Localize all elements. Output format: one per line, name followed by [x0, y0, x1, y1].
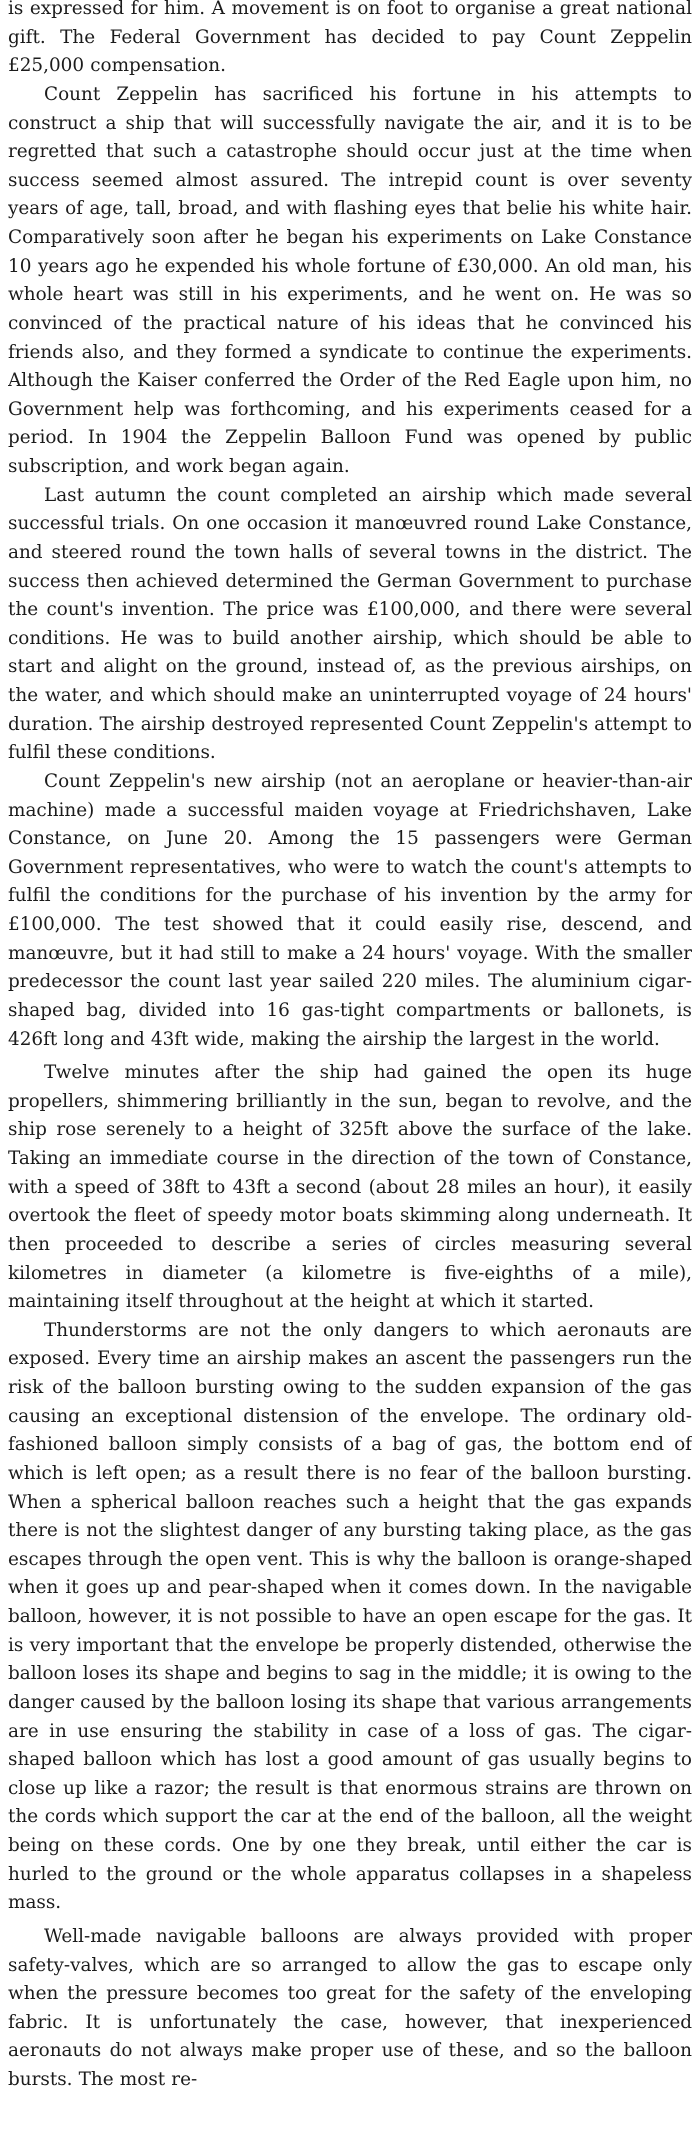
paragraph-2: Count Zeppelin has sacrificed his fortune in his attempts to construct a ship that will successfully navigate the air, and it is to be regretted that such a catastrophe should occur just at the time when success seemed almost assured. The intrepid count is over seventy years of age, tall, broad, and with flashing eyes that belie his white hair. Comparatively soon after he began his experiments on Lake Constance 10 years ago he expended his whole fortune of £30,000. An old man, his whole heart was still in his experiments, and he went on. He was so convinced of the practical nature of his ideas that he convinced his friends also, and they formed a syndicate to continue the experiments. Although the Kaiser conferred the Order of the Red Eagle upon him, no Government help was forthcoming, and his experiments ceased for a period. In 1904 the Zeppelin Balloon Fund was opened by public subscription, and work began again. [8, 83, 692, 477]
paragraph-3: Last autumn the count completed an airship which made several successful trials. On one occasion it manœuvred round Lake Constance, and steered round the town halls of several towns in the district. The success then achieved determined the German Government to purchase the count's invention. The price was £100,000, and there were several conditions. He was to build another airship, which should be able to start and alight on the ground, instead of, as the previous airships, on the water, and which should make an uninterrupted voyage of 24 hours' duration. The airship destroyed represented Count Zeppelin's attempt to fulfil these conditions. [8, 484, 692, 764]
paragraph-5: Twelve minutes after the ship had gained the open its huge propellers, shimmering brilliantly in the sun, began to revolve, and the ship rose serenely to a height of 325ft above the surface of the lake. Taking an immediate course in the direction of the town of Constance, with a speed of 38ft to 43ft a second (about 28 miles an hour), it easily overtook the fleet of speedy motor boats skimming along underneath. It then proceeded to describe a series of circles measuring several kilometres in diameter (a kilometre is five-eighths of a mile), maintaining itself throughout at the height at which it started. [8, 1062, 692, 1313]
document-page [8, 0, 692, 2130]
paragraph-6: Thunderstorms are not the only dangers to which aeronauts are exposed. Every time an airship makes an ascent the passengers run the risk of the balloon bursting owing to the sudden expansion of the gas causing an exceptional distension of the envelope. The ordinary old-fashioned balloon simply consists of a bag of gas, the bottom end of which is left open; as a result there is no fear of the balloon bursting. When a spherical balloon reaches such a height that the gas expands there is not the slightest danger of any bursting taking place, as the gas escapes through the open vent. This is why the balloon is orange-shaped when it goes up and pear-shaped when it comes down. In the navigable balloon, however, it is not possible to have an open escape for the gas. It is very important that the envelope be properly distended, otherwise the balloon loses its shape and begins to sag in the middle; it is owing to the danger caused by the balloon losing its shape that various arrangements are in use ensuring the stability in case of a loss of gas. The cigar-shaped balloon which has lost a good amount of gas usually begins to close up like a razor; the result is that enormous strains are thrown on the cords which support the car at the end of the balloon, all the weight being on these cords. One by one they break, until either the car is hurled to the ground or the whole apparatus collapses in a shapeless mass. [8, 1319, 692, 1914]
paragraph-4: Count Zeppelin's new airship (not an aeroplane or heavier-than-air machine) made a successful maiden voyage at Friedrichshaven, Lake Constance, on June 20. Among the 15 passengers were German Government representatives, who were to watch the count's attempts to fulfil the conditions for the purchase of his invention by the army for £100,000. The test showed that it could easily rise, descend, and manœuvre, but it had still to make a 24 hours' voyage. With the smaller predecessor the count last year sailed 220 miles. The aluminium cigar-shaped bag, divided into 16 gas-tight compartments or ballonets, is 426ft long and 43ft wide, making the airship the largest in the world. [8, 770, 692, 1050]
paragraph-7: Well-made navigable balloons are always provided with proper safety-valves, which are so arranged to allow the gas to escape only when the pressure becomes too great for the safety of the enveloping fabric. It is unfortunately the case, however, that inexperienced aeronauts do not always make proper use of these, and so the balloon bursts. The most re- [8, 1925, 692, 2090]
paragraph-1: is expressed for him. A movement is on foot to organise a great national gift. The Federal Government has decided to pay Count Zeppelin £25,000 compensation. [8, 0, 692, 77]
